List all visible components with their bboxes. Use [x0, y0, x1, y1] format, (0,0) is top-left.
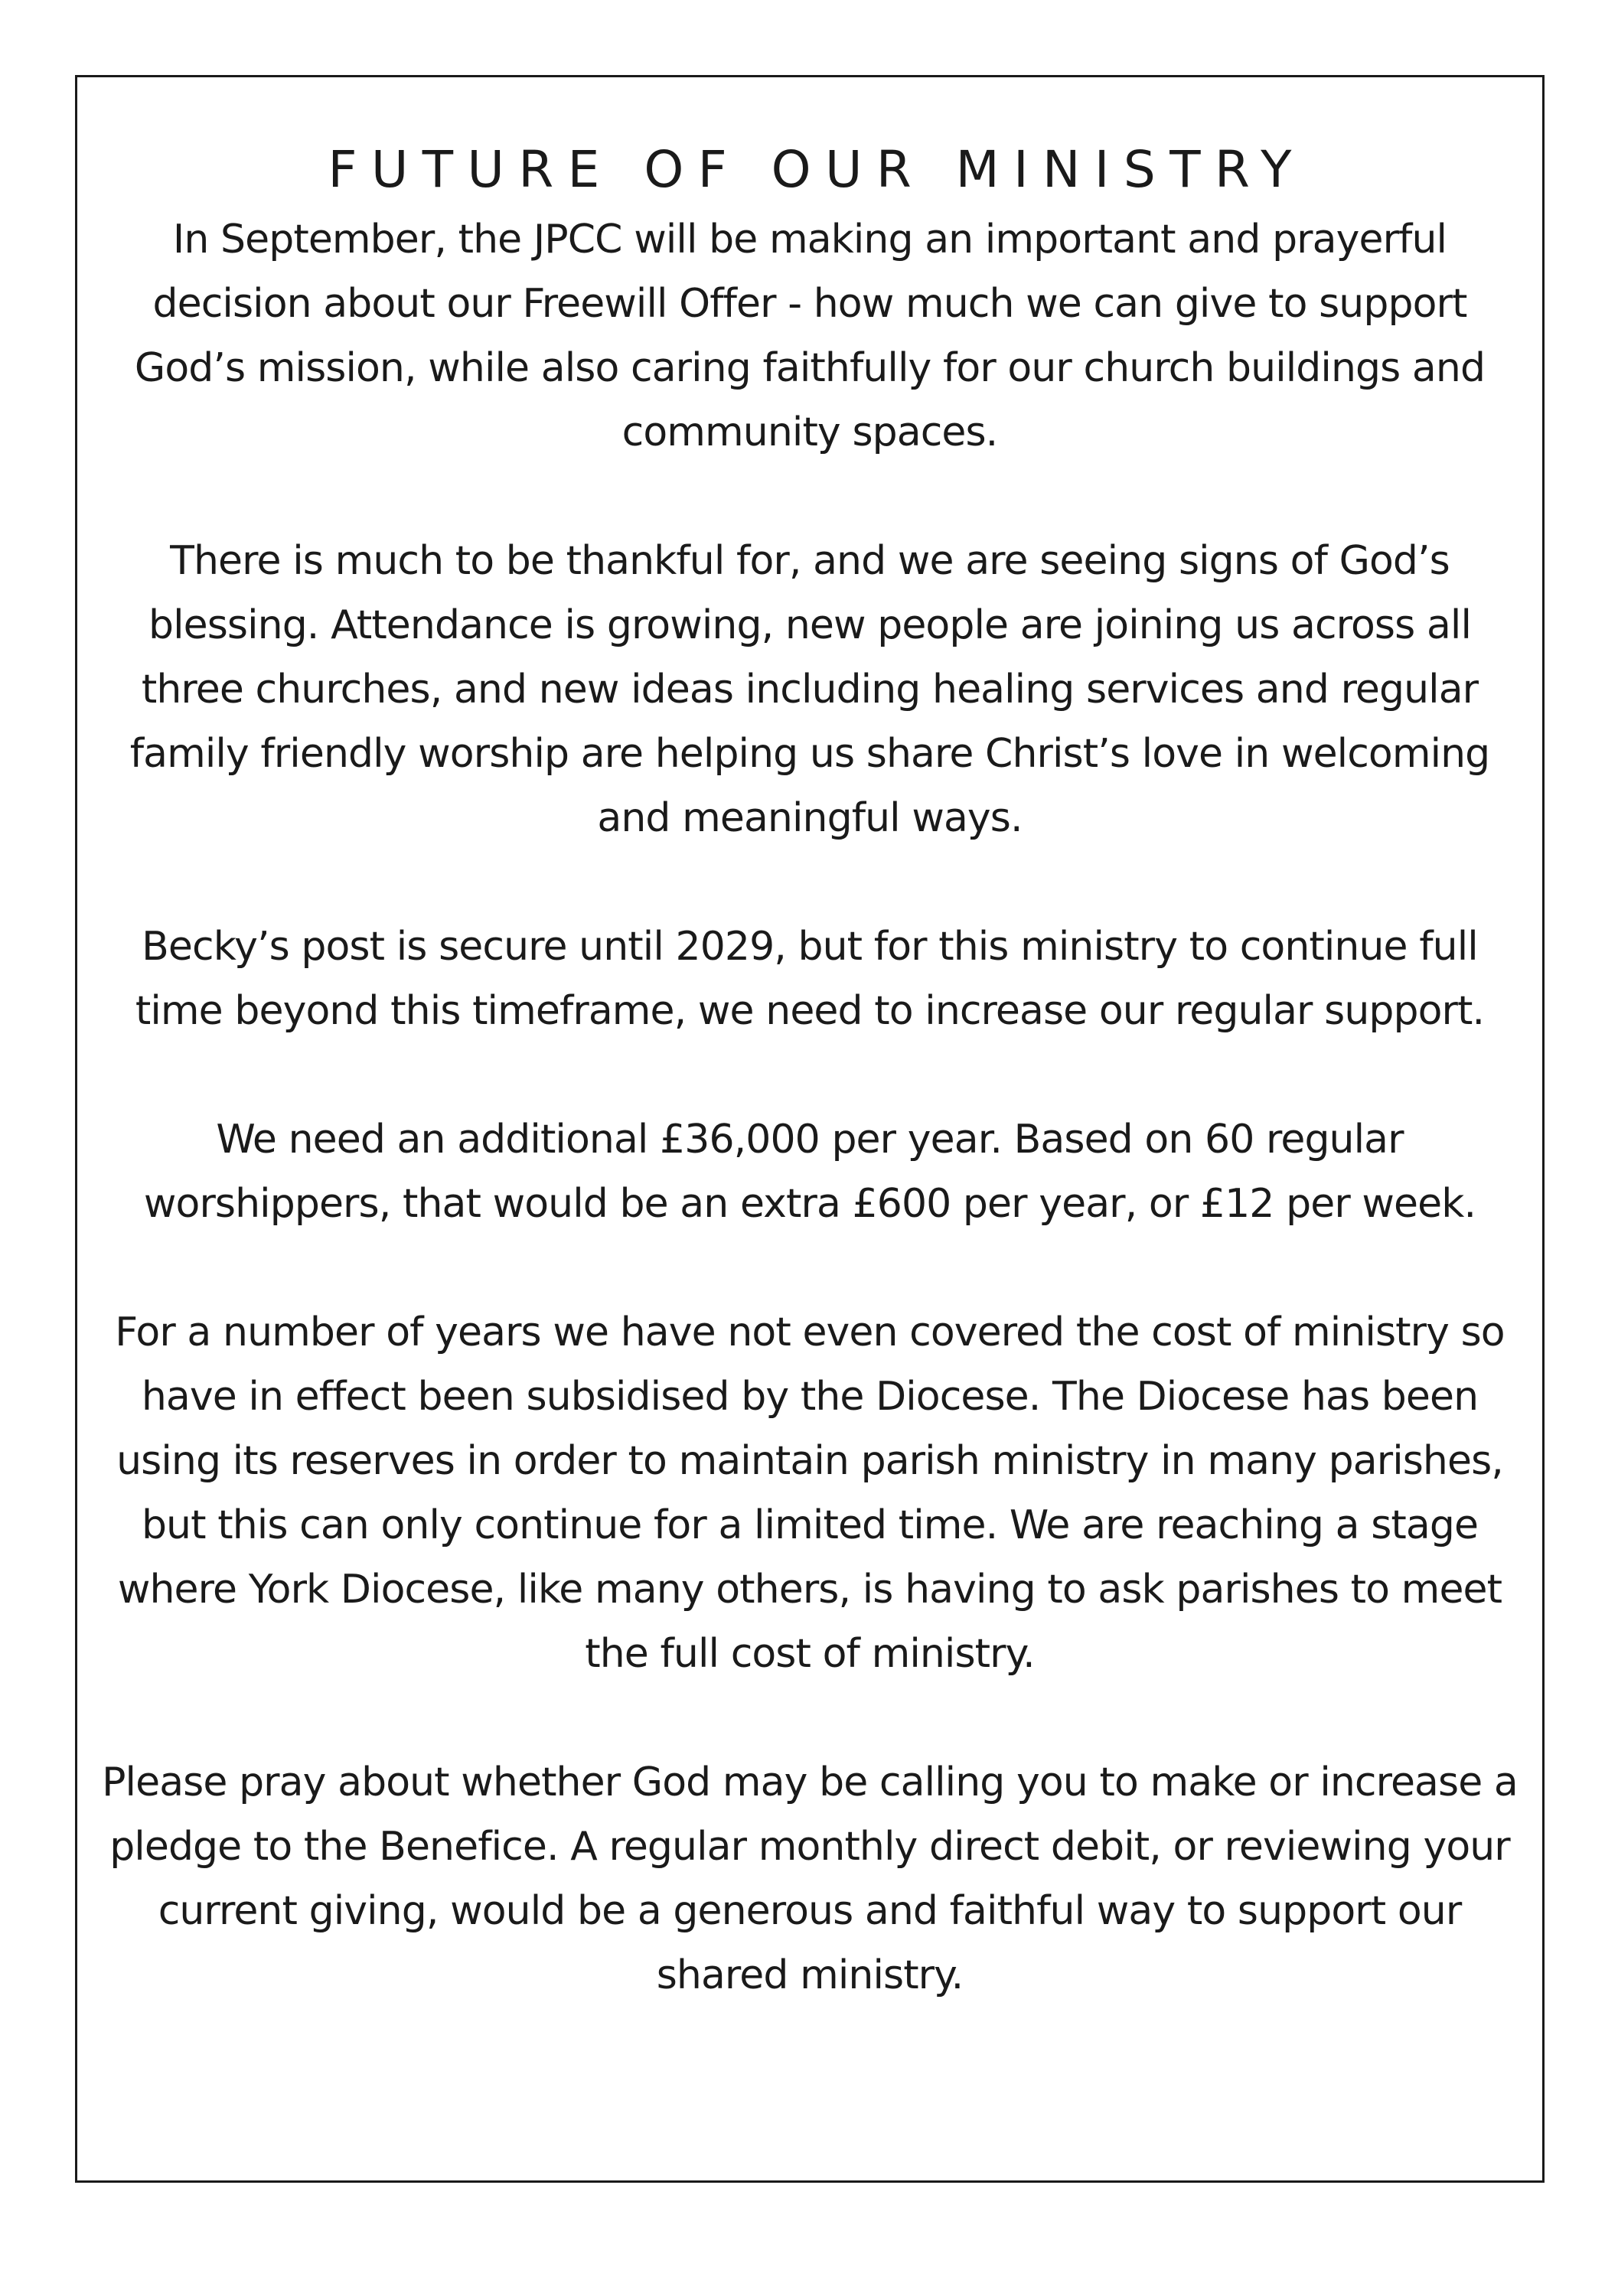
paragraph-pledge-request: Please pray about whether God may be calling you to make or increase a pledge to the Benefice. A regular monthly direct debit, or reviewing your current giving, would be a generous and faithful way to support our shared ministry.	[102, 1760, 1518, 1998]
paragraph-additional-funding: We need an additional £36,000 per year. Based on 60 regular worshippers, that would be an extra £600 per year, or £12 per week.	[143, 1117, 1476, 1227]
paragraph-diocese-subsidy: For a number of years we have not even covered the cost of ministry so have in effect been subsidised by the Diocese. The Diocese has been using its reserves in order to maintain parish ministry in many parishes, but this can only continue for a limited time. We are reaching a stage where York Diocese, like many others, is having to ask parishes to meet the full cost of ministry.	[115, 1309, 1505, 1677]
paragraph-thankful: There is much to be thankful for, and we are seeing signs of God’s blessing. Attendance is growing, new people are joining us across all three churches, and new ideas including healing services and regular family friendly worship are helping us share Christ’s love in welcoming and meaningful ways.	[129, 538, 1490, 841]
document-body	[100, 207, 1519, 2007]
paragraph-jpcc-decision: In September, the JPCC will be making an important and prayerful decision about our Freewill Offer - how much we can give to support God’s mission, while also caring faithfully for our church buildings and community spaces.	[134, 217, 1486, 455]
document-border-frame	[75, 75, 1545, 2183]
paragraph-becky-post: Becky’s post is secure until 2029, but for this ministry to continue full time beyond this timeframe, we need to increase our regular support.	[135, 924, 1485, 1034]
page-title: FUTURE OF OUR MINISTRY	[328, 140, 1306, 200]
